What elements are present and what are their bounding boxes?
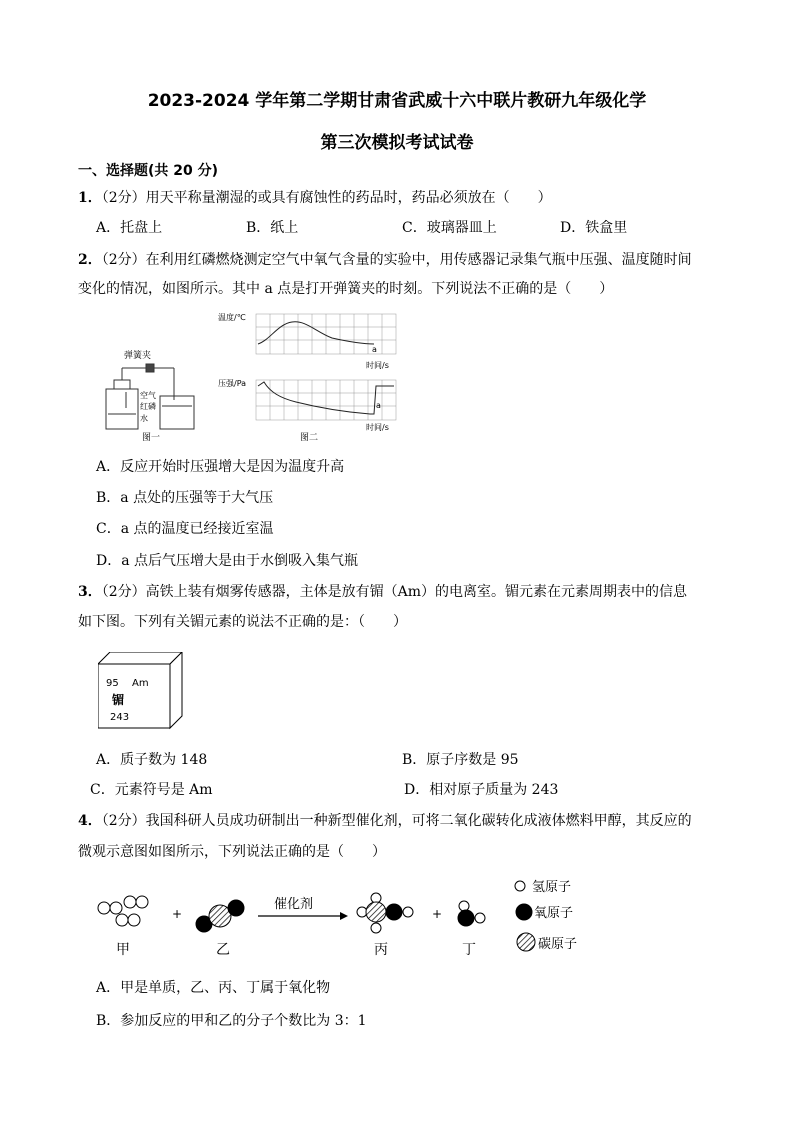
question-3-stem-line-2: 如下图。下列有关镅元素的说法不正确的是：（ ） xyxy=(78,614,407,630)
q2-option-a: A．反应开始时压强增大是因为温度升高 xyxy=(96,459,345,475)
plus-sign-2: + xyxy=(432,907,443,921)
question-2-text-1: （2分）在利用红磷燃烧测定空气中氧气含量的实验中，用传感器记录集气瓶中压强、温度随时间 xyxy=(101,252,692,268)
label-water: 水 xyxy=(140,414,148,423)
q3-option-b: B．原子序数是 95 xyxy=(402,752,519,768)
question-3-number: 3． xyxy=(78,584,102,600)
element-symbol: Am xyxy=(132,678,149,689)
q1-option-c: C．玻璃器皿上 xyxy=(402,220,497,236)
reaction-arrow xyxy=(258,912,348,920)
q3-option-c: C．元素符号是 Am xyxy=(90,782,213,798)
methanol-molecule xyxy=(357,893,413,933)
title-line-2: 第三次模拟考试试卷 xyxy=(320,133,474,153)
co2-molecule xyxy=(196,900,244,932)
question-2-stem-line-1 xyxy=(78,249,692,269)
question-2-number: 2． xyxy=(78,252,102,268)
element-name: 镅 xyxy=(112,693,125,707)
legend-oxygen: 氧原子 xyxy=(534,906,574,921)
section-heading: 一、选择题(共 20 分) xyxy=(78,163,219,179)
label-jia: 甲 xyxy=(116,942,130,958)
label-ding: 丁 xyxy=(462,942,476,958)
q2-option-b: B．a 点处的压强等于大气压 xyxy=(96,490,274,506)
q2-option-d: D．a 点后气压增大是由于水倒吸入集气瓶 xyxy=(96,553,359,569)
point-a-temp: a xyxy=(372,345,377,354)
catalyst-label: 催化剂 xyxy=(274,897,314,912)
label-yi: 乙 xyxy=(216,942,230,958)
temperature-curve xyxy=(258,322,374,344)
question-4-number: 4． xyxy=(78,813,102,829)
temperature-axis-label: 温度/℃ xyxy=(218,313,246,322)
time-axis-label-2: 时间/s xyxy=(366,423,389,432)
element-cell-figure xyxy=(98,652,184,732)
label-air: 空气 xyxy=(140,391,156,400)
question-3-stem-line-1 xyxy=(78,581,687,601)
question-1-stem xyxy=(78,187,552,207)
question-1-number: 1． xyxy=(78,190,102,206)
question-4-text-1: （2分）我国科研人员成功研制出一种新型催化剂，可将二氧化碳转化成液体燃料甲醇，其反应的 xyxy=(101,813,692,829)
title-line-1: 2023-2024 学年第二学期甘肃省武威十六中联片教研九年级化学 xyxy=(147,91,647,111)
q3-option-d: D．相对原子质量为 243 xyxy=(404,782,559,798)
q1-option-a: A．托盘上 xyxy=(96,220,163,236)
reaction-figure xyxy=(92,872,612,964)
q4-option-a: A．甲是单质，乙、丙、丁属于氧化物 xyxy=(96,980,331,996)
water-molecule xyxy=(458,901,485,926)
q2-option-c: C．a 点的温度已经接近室温 xyxy=(96,521,274,537)
question-2-stem-line-2: 变化的情况，如图所示。其中 a 点是打开弹簧夹的时刻。下列说法不正确的是（ ） xyxy=(78,281,614,297)
legend-carbon: 碳原子 xyxy=(538,937,578,952)
q4-option-b: B．参加反应的甲和乙的分子个数比为 3：1 xyxy=(96,1013,367,1029)
q1-option-b: B．纸上 xyxy=(246,220,299,236)
q1-option-d: D．铁盒里 xyxy=(560,220,628,236)
label-bing: 丙 xyxy=(374,942,388,958)
point-a-pressure: a xyxy=(376,401,381,410)
plus-sign-1: + xyxy=(172,907,183,921)
figure-1-label: 图一 xyxy=(142,433,161,443)
legend-hydrogen: 氢原子 xyxy=(532,880,572,895)
time-axis-label-1: 时间/s xyxy=(366,361,389,370)
figure-2-label: 图二 xyxy=(300,433,319,443)
element-mass: 243 xyxy=(110,712,130,723)
pressure-axis-label: 压强/Pa xyxy=(218,379,247,388)
hydrogen-molecules xyxy=(98,896,148,926)
label-phosphorus: 红磷 xyxy=(140,402,156,411)
label-clamp: 弹簧夹 xyxy=(124,351,152,361)
question-3-text-1: （2分）高铁上装有烟雾传感器，主体是放有镅（Am）的电离室。镅元素在元素周期表中的信息 xyxy=(101,584,688,600)
q3-option-a: A．质子数为 148 xyxy=(96,752,208,768)
experiment-figure xyxy=(100,306,410,446)
question-4-stem-line-1 xyxy=(78,810,692,830)
element-number: 95 xyxy=(106,678,119,689)
question-4-stem-line-2: 微观示意图如图所示，下列说法正确的是（ ） xyxy=(78,844,386,860)
question-1-text: （2分）用天平称量潮湿的或具有腐蚀性的药品时，药品必须放在（ ） xyxy=(101,190,552,206)
